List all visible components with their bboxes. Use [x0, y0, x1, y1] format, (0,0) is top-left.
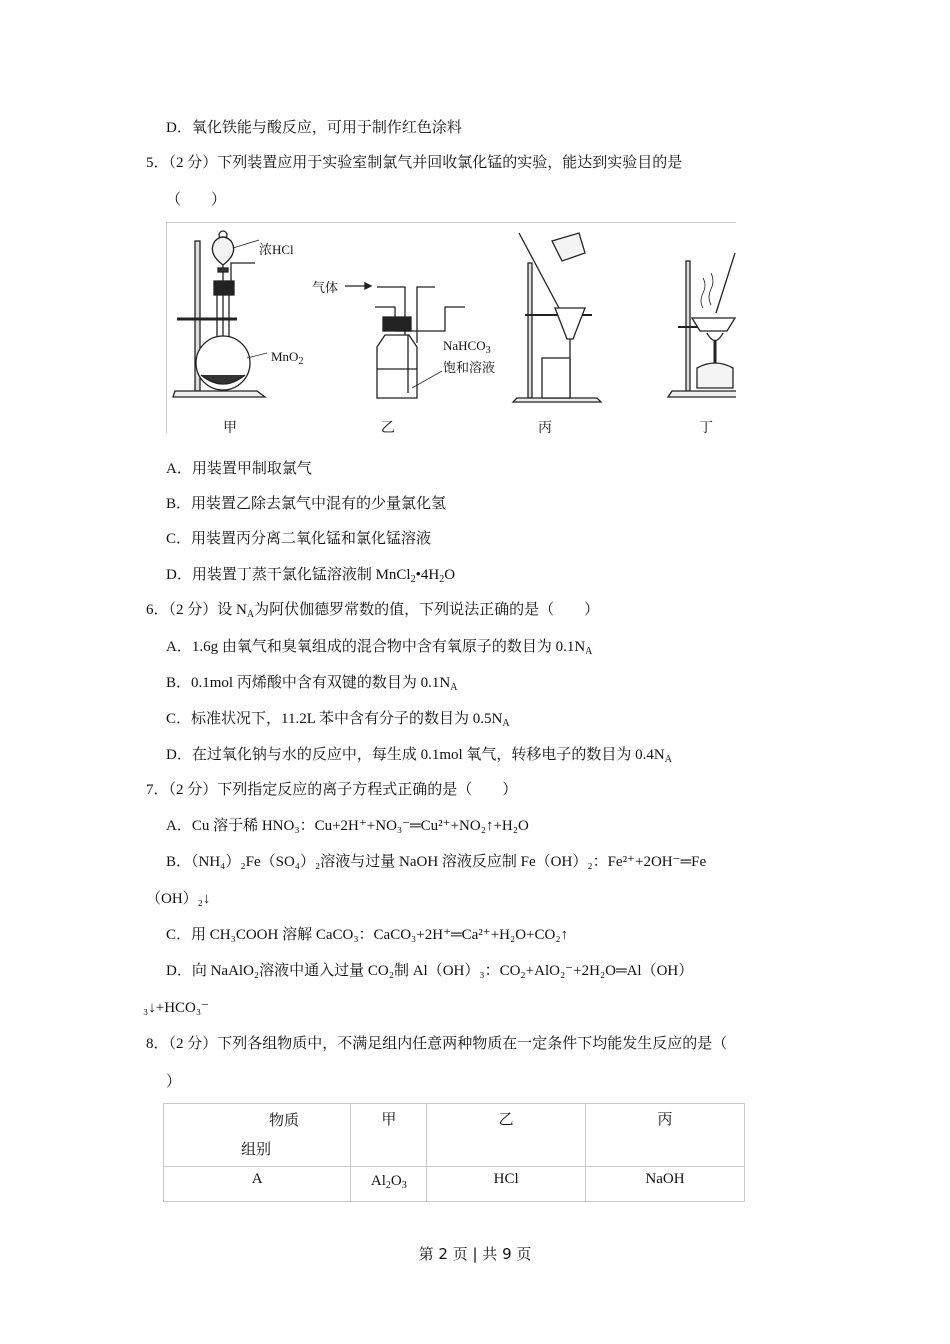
cell-group: A: [164, 1167, 351, 1202]
q7-option-c: C．用 CH₃COOH 溶解 CaCO₃：CaCO₃+2H⁺═Ca²⁺+H₂O+CO₂↑: [166, 927, 569, 943]
label-apparatus-ding: 丁: [699, 420, 713, 436]
q6-stem: [146, 600, 599, 620]
q6-option-a: [166, 637, 592, 657]
callout-saturated-solution: 饱和溶液: [443, 360, 496, 375]
callout-gas: 气体: [312, 280, 339, 295]
q7-option-b-line1: B．（NH₄）₂Fe（SO₄）₂溶液与过量 NaOH 溶液反应制 Fe（OH）₂：Fe²⁺+2OH⁻═Fe: [166, 854, 707, 870]
q6-stem-prefix: 6．（2 分）设 N: [146, 602, 247, 618]
q5-option-d-text: D．用装置丁蒸干氯化锰溶液制 MnCl: [166, 567, 411, 583]
q7-option-b-line2: （OH）₂↓: [146, 891, 211, 907]
callout-mno2-main: MnO: [271, 349, 299, 364]
q5-option-d: [166, 565, 455, 585]
corner-group: 组别: [241, 1142, 272, 1158]
sub: A: [502, 718, 510, 729]
label-apparatus-jia: 甲: [223, 420, 237, 436]
q5-option-d-mid: •4H: [415, 567, 440, 583]
q7-option-d-line1: D．向 NaAlO₂溶液中通入过量 CO₂制 Al（OH）₃：CO₂+AlO₂⁻+2H₂O═Al（OH）: [166, 963, 694, 979]
sub: 2: [439, 574, 445, 585]
callout-nahco3-main: NaHCO: [443, 338, 486, 353]
cell-jia-main: Al: [370, 1173, 386, 1189]
sub: 2: [410, 574, 416, 585]
callout-nahco3-sub: 3: [485, 345, 491, 356]
q5-option-d-end: O: [444, 567, 456, 583]
page-footer: 第 2 页 | 共 9 页: [418, 1245, 532, 1263]
cell-yi: HCl: [427, 1167, 586, 1202]
table-row: [164, 1167, 745, 1202]
callout-mno2: [271, 349, 303, 365]
sub: A: [664, 754, 672, 765]
q7-stem: 7．（2 分）下列指定反应的离子方程式正确的是（ ）: [146, 782, 518, 798]
header-bing: 丙: [585, 1104, 744, 1167]
sub: A: [450, 682, 458, 693]
q6-option-c-text: C．标准状况下，11.2L 苯中含有分子的数目为 0.5N: [166, 711, 503, 727]
q8-stem-end: ）: [166, 1074, 182, 1090]
callout-mno2-sub: 2: [298, 356, 304, 367]
q5-option-c: C．用装置丙分离二氧化锰和氯化锰溶液: [166, 531, 432, 547]
corner-substance: 物质: [269, 1113, 300, 1129]
q6-option-b: [166, 673, 457, 693]
callout-nahco3: [443, 338, 491, 354]
header-jia: 甲: [351, 1104, 427, 1167]
q4-option-d: D．氧化铁能与酸反应，可用于制作红色涂料: [166, 120, 462, 136]
q6-option-c: [166, 709, 510, 729]
q7-option-a: A．Cu 溶于稀 HNO₃：Cu+2H⁺+NO₃⁻═Cu²⁺+NO₂↑+H₂O: [166, 818, 529, 834]
header-yi: 乙: [427, 1104, 586, 1167]
q5-apparatus-figure: [166, 222, 736, 436]
table-header-row: [164, 1104, 745, 1167]
q8-substance-table: [163, 1103, 745, 1202]
sub: A: [246, 609, 255, 620]
sub: 2: [385, 1180, 391, 1191]
q6-option-b-text: B．0.1mol 丙烯酸中含有双键的数目为 0.1N: [166, 675, 451, 691]
q5-option-b: B．用装置乙除去氯气中混有的少量氯化氢: [166, 496, 447, 512]
sub: A: [585, 646, 593, 657]
label-apparatus-bing: 丙: [538, 420, 552, 436]
q5-answer-paren: （ ）: [166, 192, 227, 208]
q7-option-d-line2: ₃↓+HCO₃⁻: [143, 1000, 210, 1016]
sub: 3: [401, 1180, 407, 1191]
q6-option-a-text: A．1.6g 由氧气和臭氧组成的混合物中含有氧原子的数目为 0.1N: [166, 639, 586, 655]
q8-stem: 8．（2 分）下列各组物质中，不满足组内任意两种物质在一定条件下均能发生反应的是（: [146, 1036, 728, 1052]
q5-stem: 5．（2 分）下列装置应用于实验室制氯气并回收氯化锰的实验，能达到实验目的是: [146, 155, 683, 171]
cell-jia-mid: O: [390, 1173, 402, 1189]
q5-option-a: A．用装置甲制取氯气: [166, 461, 312, 477]
q6-stem-suffix: 为阿伏伽德罗常数的值，下列说法正确的是（ ）: [254, 602, 600, 618]
q6-option-d: [166, 745, 672, 765]
q6-option-d-text: D．在过氧化钠与水的反应中，每生成 0.1mol 氧气，转移电子的数目为 0.4N: [166, 747, 665, 763]
apparatus-drawing: [167, 223, 736, 433]
cell-jia: [351, 1167, 427, 1202]
label-apparatus-yi: 乙: [381, 420, 395, 436]
callout-conc-hcl: 浓HCl: [259, 242, 294, 257]
cell-bing: NaOH: [585, 1167, 744, 1202]
table-corner-cell: [164, 1104, 351, 1167]
